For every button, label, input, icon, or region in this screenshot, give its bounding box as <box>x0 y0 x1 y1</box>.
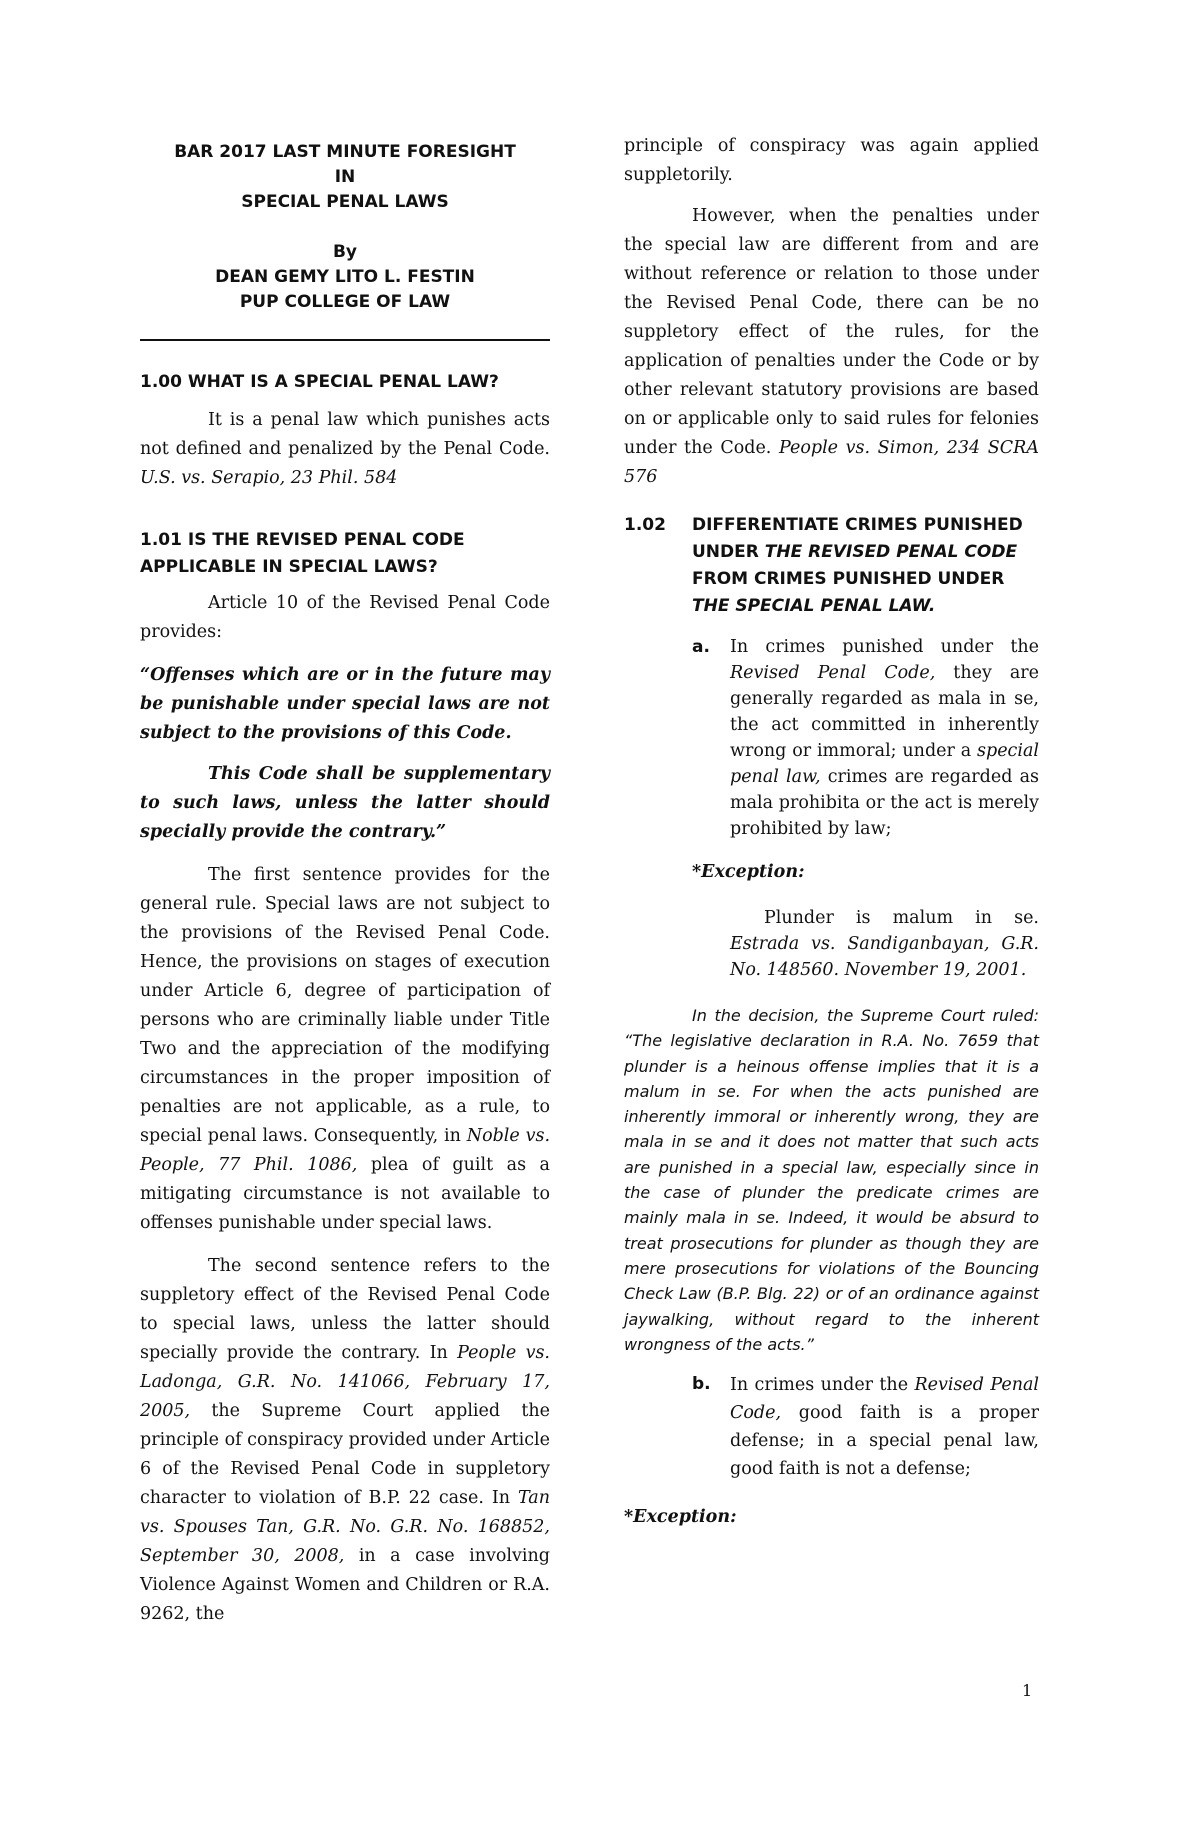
section-number: 1.02 <box>624 515 666 535</box>
section-1-01-heading-line-1: 1.01 IS THE REVISED PENAL CODE <box>140 530 465 550</box>
item-text: In crimes punished under the <box>730 637 1039 657</box>
item-b <box>624 1371 1039 1483</box>
simon-citation: People vs. Simon, 234 SCRA 576 <box>624 438 1039 487</box>
item-a-text <box>730 634 1039 842</box>
item-a-marker: a. <box>692 637 710 657</box>
first-sentence-paragraph <box>140 861 550 1238</box>
paragraph-text: in a case involving Violence Against Women and Children or R.A. 9262, the <box>140 1546 550 1624</box>
article-10-quote-1: “Offenses which are or in the future may be punishable under special laws are not subject to the provisions of this Code. <box>140 665 550 743</box>
exception-label: *Exception: <box>692 862 805 882</box>
paragraph-text: However, when the penalties under the special law are different from and are without reference or relation to those under the Revised Penal Code, there can be no suppletory effect of the rules, for the application of penalties under the Code or by other relevant statutory provisions are based on or applicable only to said rules for felonies under the Code. <box>624 206 1039 458</box>
second-sentence-paragraph <box>140 1252 550 1629</box>
serapio-citation: U.S. vs. Serapio, 23 Phil. 584 <box>140 468 398 488</box>
item-b-marker: b. <box>692 1374 711 1395</box>
plunder-text: Plunder is malum in se. <box>764 908 1039 928</box>
page-number: 1 <box>1022 1681 1033 1700</box>
paragraph-text: The first sentence provides for the general rule. Special laws are not subject to the provisions of the Revised Penal Code. Hence, the provisions on stages of execution under Article 6, degree of participation of persons who are criminally liable under Title Two and the appreciation of the modifying circumstances in the proper imposition of penalties are not applicable, as a rule, to special penal laws. Consequently, in <box>140 865 550 1146</box>
right-column <box>624 136 1039 1532</box>
item-text: crimes are regarded as mala prohibita or the act is merely prohibited by law; <box>730 767 1039 839</box>
item-rpc: Revised Penal Code, <box>730 663 936 683</box>
section-1-02-heading <box>624 512 1039 620</box>
item-text: they are generally regarded as mala in se, the act committed in inherently wrong or immoral; under a <box>730 663 1039 761</box>
paragraph-text: the Supreme Court applied the principle of conspiracy provided under Article 6 of the Revised Penal Code in suppletory character to violation of B.P. 22 case. In <box>140 1401 550 1508</box>
item-a <box>624 634 1039 842</box>
title-line-2: IN <box>334 167 356 187</box>
section-1-00-heading: 1.00 WHAT IS A SPECIAL PENAL LAW? <box>140 372 499 392</box>
title-divider <box>140 339 550 341</box>
institution-name: PUP COLLEGE OF LAW <box>239 292 451 312</box>
estrada-citation: Estrada vs. Sandiganbayan, G.R. No. 148560. November 19, 2001. <box>730 934 1039 980</box>
heading-rpc: THE REVISED PENAL CODE <box>764 542 1018 562</box>
continued-paragraph: principle of conspiracy was again applied suppletorily. <box>624 136 1039 185</box>
heading-line-3: FROM CRIMES PUNISHED UNDER <box>692 569 1005 589</box>
item-b-text <box>730 1371 1039 1483</box>
exception-label-2: *Exception: <box>624 1507 737 1528</box>
item-text: good faith is a proper defense; in a special penal law, good faith is not a defense; <box>730 1403 1039 1480</box>
ladonga-citation: People vs. Ladonga, G.R. No. 141066, February 17, 2005, <box>140 1343 550 1421</box>
article-10-quote-2: This Code shall be supplementary to such laws, unless the latter should specially provide the contrary.” <box>140 764 550 842</box>
tan-citation: Tan vs. Spouses Tan, G.R. No. G.R. No. 168852, September 30, 2008, <box>140 1488 550 1566</box>
paragraph-text: plea of guilt as a mitigating circumstance is not available to offenses punishable under special laws. <box>140 1155 550 1233</box>
heading-line-2 <box>692 539 1039 566</box>
heading-text: UNDER <box>692 542 759 562</box>
title-line-1: BAR 2017 LAST MINUTE FORESIGHT <box>174 142 516 162</box>
paragraph-text: The second sentence refers to the suppletory effect of the Revised Penal Code to special laws, unless the latter should specially provide the contrary. In <box>140 1256 550 1363</box>
answer-text: It is a penal law which punishes acts not defined and penalized by the Penal Code. <box>140 410 550 459</box>
plunder-statement <box>730 905 1039 983</box>
item-spl: special penal law, <box>730 741 1039 787</box>
section-1-01-heading-line-2: APPLICABLE IN SPECIAL LAWS? <box>140 557 438 577</box>
article-10-intro: Article 10 of the Revised Penal Code provides: <box>140 593 550 642</box>
suppletory-exception-paragraph <box>624 202 1039 492</box>
heading-line-4: THE SPECIAL PENAL LAW. <box>692 596 936 616</box>
heading-line-1: DIFFERENTIATE CRIMES PUNISHED <box>692 515 1023 535</box>
left-column <box>140 140 550 1629</box>
title-line-3: SPECIAL PENAL LAWS <box>241 192 449 212</box>
by-line: By <box>332 242 358 262</box>
author-name: DEAN GEMY LITO L. FESTIN <box>215 267 475 287</box>
item-text: In crimes under the <box>730 1375 909 1396</box>
item-rpc: Revised Penal Code, <box>730 1375 1039 1424</box>
section-1-00-answer <box>140 406 550 493</box>
noble-citation: Noble vs. People, 77 Phil. 1086, <box>140 1126 551 1175</box>
decision-quote: In the decision, the Supreme Court ruled: “The legislative declaration in R.A. No. 7659 that plunder is a heinous offense implies that it is a malum in se. For when the acts punished are inherently immoral or inherently wrong, they are mala in se and it does not matter that such acts are punished in a special law, especially since in the case of plunder the predicate crimes are mainly mala in se. Indeed, it would be absurd to treat prosecutions for plunder as though they are mere prosecutions for violations of the Bouncing Check Law (B.P. Blg. 22) or of an ordinance against jaywalking, without regard to the inherent wrongness of the acts.” <box>624 1006 1039 1354</box>
